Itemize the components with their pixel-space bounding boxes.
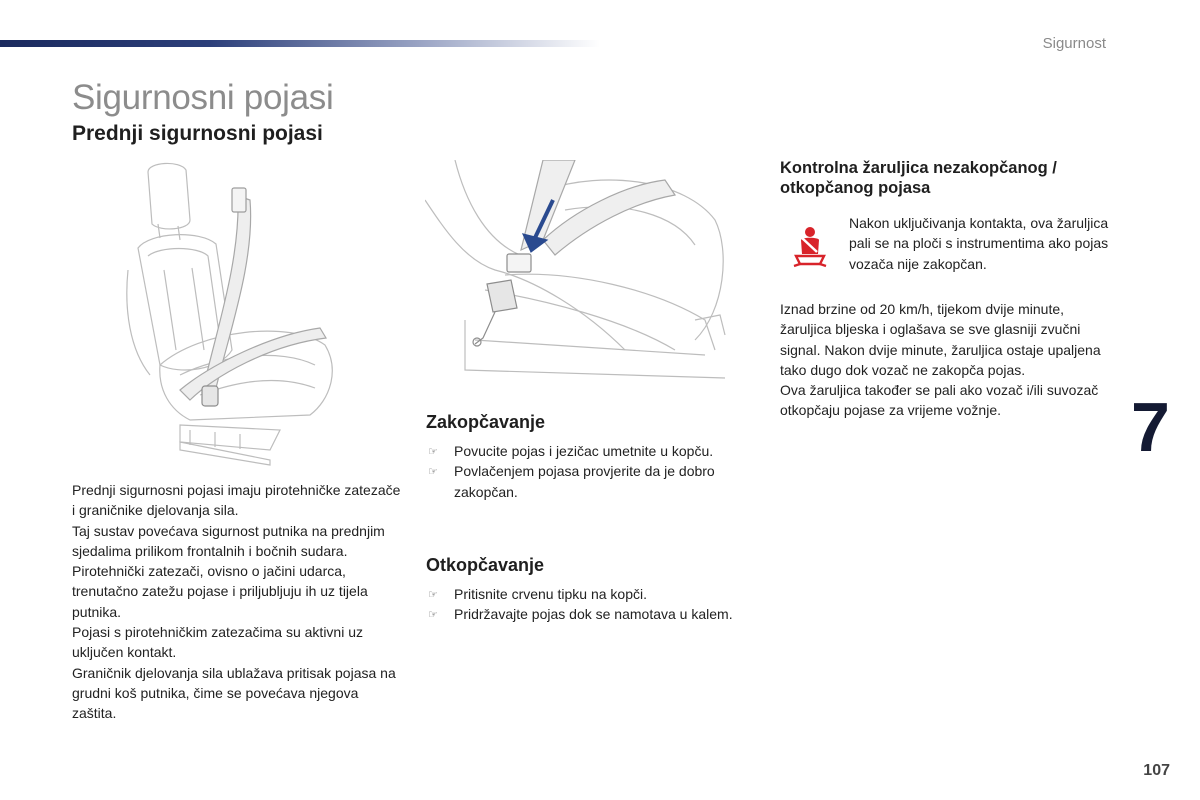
step-text: Pridržavajte pojas dok se namotava u kalem. bbox=[454, 606, 733, 623]
unfastening-steps bbox=[426, 584, 746, 625]
page-subtitle: Prednji sigurnosni pojasi bbox=[72, 122, 323, 145]
intro-text bbox=[72, 480, 402, 724]
pointing-hand-icon: ☞ bbox=[428, 446, 438, 458]
list-item bbox=[426, 461, 746, 502]
unfastening-heading: Otkopčavanje bbox=[426, 555, 545, 575]
detail-paragraph: Iznad brzine od 20 km/h, tijekom dvije minute, žaruljica bljeska i oglašava se sve glasniji zvučni signal. Nakon dvije minute, žaruljica ostaje upaljena tako dugo dok vozač ne zakopča pojas. bbox=[780, 301, 1101, 378]
seatbelt-warning-icon bbox=[792, 226, 828, 268]
seat-belt-illustration bbox=[120, 160, 360, 470]
fastening-heading: Zakopčavanje bbox=[426, 412, 546, 432]
step-text: Povlačenjem pojasa provjerite da je dobro zakopčan. bbox=[454, 463, 715, 500]
list-item bbox=[426, 441, 746, 461]
list-item bbox=[426, 604, 746, 624]
pointing-hand-icon: ☞ bbox=[428, 589, 438, 601]
warning-lamp-heading: Kontrolna žaruljica nezakopčanog / otkopčanog pojasa bbox=[780, 159, 1057, 197]
warning-lamp-details bbox=[780, 299, 1110, 421]
page-title: Sigurnosni pojasi bbox=[72, 78, 334, 117]
page-number: 107 bbox=[1143, 762, 1170, 779]
step-text: Pritisnite crvenu tipku na kopči. bbox=[454, 586, 647, 602]
fastening-steps bbox=[426, 441, 746, 502]
list-item bbox=[426, 584, 746, 604]
pointing-hand-icon: ☞ bbox=[428, 609, 438, 622]
intro-paragraph: Pojasi s pirotehničkim zatezačima su aktivni uz uključen kontakt. bbox=[72, 624, 364, 661]
warning-lamp-description bbox=[849, 213, 1114, 274]
intro-paragraph: Taj sustav povećava sigurnost putnika na prednjim sjedalima prilikom frontalnih i bočnih sudara. Pirotehnički zatezači, ovisno o jačini udarca, trenutačno zatežu pojase i priljubljuju ih uz tijela putnika. bbox=[72, 522, 385, 620]
lamp-text: Nakon uključivanja kontakta, ova žaruljica pali se na ploči s instrumentima ako pojas vozača nije zakopčan. bbox=[849, 215, 1109, 272]
header-gradient-bar bbox=[0, 40, 600, 47]
pointing-hand-icon: ☞ bbox=[428, 466, 438, 479]
detail-paragraph: Ova žaruljica također se pali ako vozač i/ili suvozač otkopčaju pojase za vrijeme vožnje. bbox=[780, 382, 1099, 419]
buckle-illustration bbox=[425, 160, 745, 380]
chapter-number: 7 bbox=[1131, 388, 1170, 466]
intro-paragraph: Prednji sigurnosni pojasi imaju pirotehničke zatezače i graničnike djelovanja sila. bbox=[72, 482, 401, 519]
section-header: Sigurnost bbox=[1042, 35, 1106, 52]
step-text: Povucite pojas i jezičac umetnite u kopču. bbox=[454, 443, 714, 459]
intro-paragraph: Graničnik djelovanja sila ublažava pritisak pojasa na grudni koš putnika, čime se povećava njegova zaštita. bbox=[72, 664, 396, 722]
